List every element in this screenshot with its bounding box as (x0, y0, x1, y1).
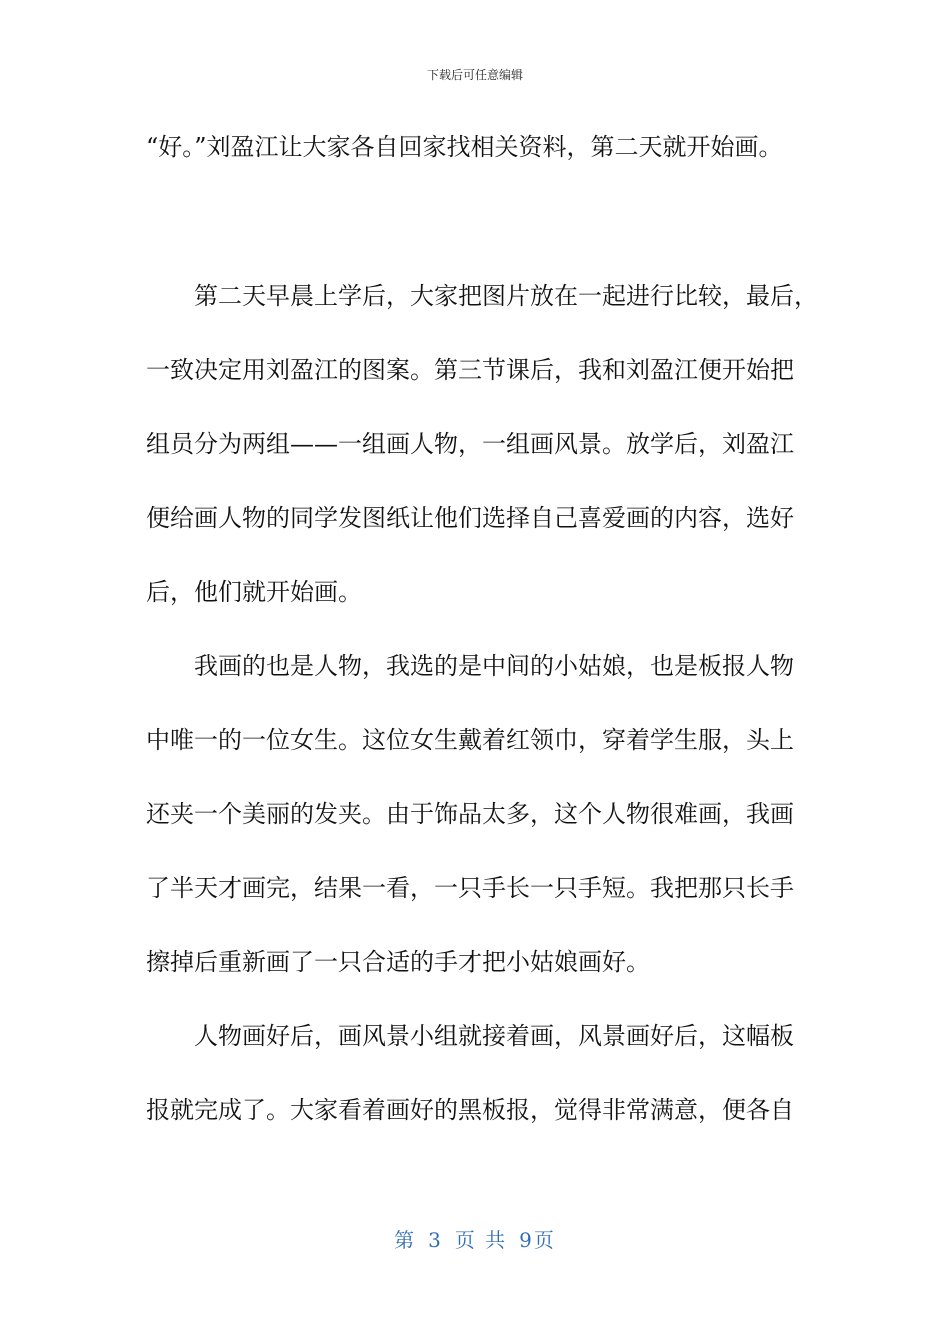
text-line: 人物画好后，画风景小组就接着画，风景画好后，这幅板 (146, 1022, 794, 1050)
text-line: 后，他们就开始画。 (146, 578, 362, 606)
text-line: 我画的也是人物，我选的是中间的小姑娘，也是板报人物 (146, 652, 794, 680)
text-line: 第二天早晨上学后，大家把图片放在一起进行比较，最后， (146, 282, 818, 310)
footer-prefix: 第 (394, 1228, 417, 1252)
page-header: 下载后可任意编辑 (426, 68, 523, 82)
text-line: 擦掉后重新画了一只合适的手才把小姑娘画好。 (146, 948, 650, 976)
text-line: 组员分为两组——一组画人物，一组画风景。放学后，刘盈江 (146, 430, 794, 458)
footer-page-number: 3 (428, 1228, 443, 1252)
text-line: 便给画人物的同学发图纸让他们选择自己喜爱画的内容，选好 (146, 504, 794, 532)
text-line: 报就完成了。大家看着画好的黑板报，觉得非常满意，便各自 (146, 1096, 794, 1124)
paragraph-block-1 (146, 110, 806, 184)
text-line: 了半天才画完，结果一看，一只手长一只手短。我把那只长手 (146, 874, 794, 902)
page-footer (0, 1224, 950, 1253)
footer-middle: 页 共 (454, 1228, 508, 1252)
text-line: 中唯一的一位女生。这位女生戴着红领巾，穿着学生服，头上 (146, 726, 794, 754)
text-line: “好。”刘盈江让大家各自回家找相关资料，第二天就开始画。 (146, 133, 783, 161)
paragraph-block-2 (146, 259, 818, 1147)
text-line: 一致决定用刘盈江的图案。第三节课后，我和刘盈江便开始把 (146, 356, 794, 384)
text-line: 还夹一个美丽的发夹。由于饰品太多，这个人物很难画，我画 (146, 800, 794, 828)
footer-total: 9页 (519, 1228, 556, 1252)
